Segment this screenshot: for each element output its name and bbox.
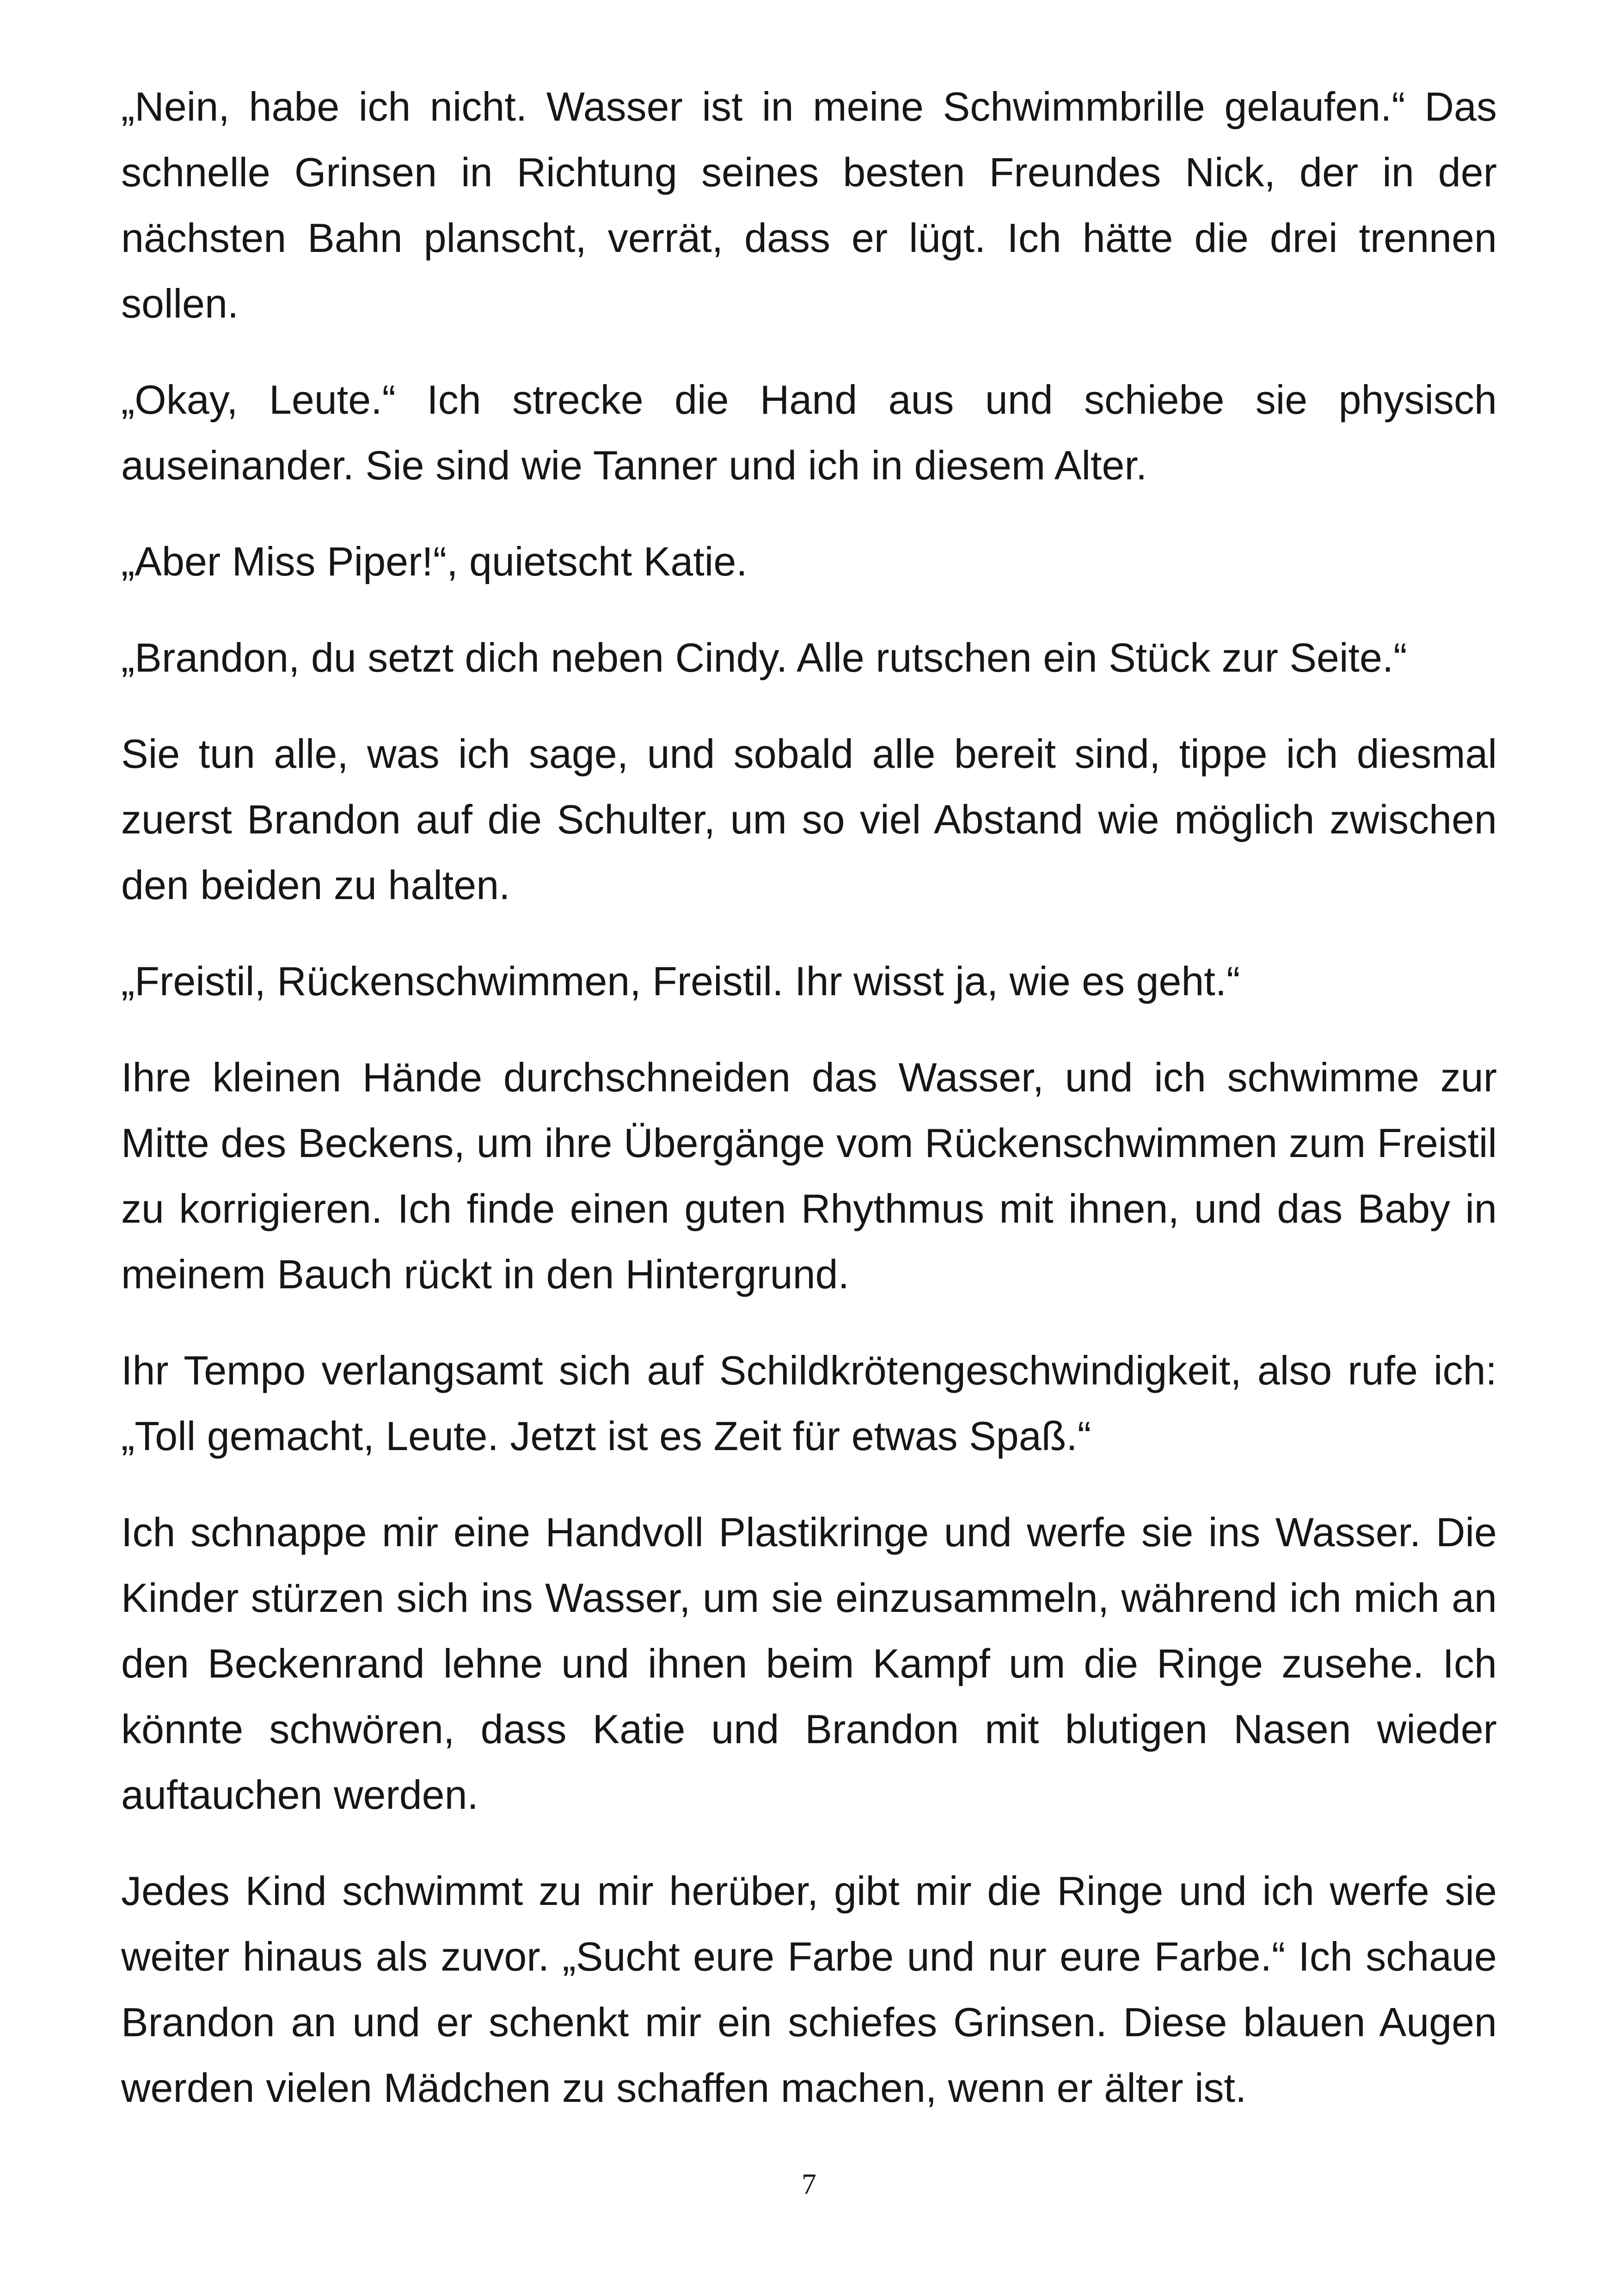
paragraph: Jedes Kind schwimmt zu mir herüber, gibt mir die Ringe und ich werfe sie weiter hinaus als zuvor. „Sucht eure Farbe und nur eure Farbe.“ Ich schaue Brandon an und er schenkt mir ein schiefes Grinsen. Diese blauen Augen werden vielen Mädchen zu schaffen machen, wenn er älter ist.: [121, 1868, 1497, 2111]
paragraph: Ich schnappe mir eine Handvoll Plastikringe und werfe sie ins Wasser. Die Kinder stürzen sich ins Wasser, um sie einzusammeln, während ich mich an den Beckenrand lehne und ihnen beim Kampf um die Ringe zusehe. Ich könnte schwören, dass Katie und Brandon mit blutigen Nasen wieder auftauchen werden.: [121, 1509, 1497, 1818]
paragraph: Sie tun alle, was ich sage, und sobald alle bereit sind, tippe ich diesmal zuerst Brandon auf die Schulter, um so viel Abstand wie möglich zwischen den beiden zu halten.: [121, 731, 1497, 908]
paragraph: „Okay, Leute.“ Ich strecke die Hand aus und schiebe sie physisch auseinander. Sie sind wie Tanner und ich in diesem Alter.: [121, 377, 1497, 488]
paragraph: Ihre kleinen Hände durchschneiden das Wasser, und ich schwimme zur Mitte des Beckens, um ihre Übergänge vom Rückenschwimmen zum Freistil zu korrigieren. Ich finde einen guten Rhythmus mit ihnen, und das Baby in meinem Bauch rückt in den Hintergrund.: [121, 1054, 1497, 1297]
paragraph: „Brandon, du setzt dich neben Cindy. Alle rutschen ein Stück zur Seite.“: [121, 635, 1407, 680]
paragraph: „Aber Miss Piper!“, quietscht Katie.: [121, 539, 748, 584]
body-text: [121, 74, 1497, 2121]
page-number: 7: [802, 2167, 816, 2200]
paragraph: Ihr Tempo verlangsamt sich auf Schildkrötengeschwindigkeit, also rufe ich: „Toll gemacht, Leute. Jetzt ist es Zeit für etwas Spaß.“: [121, 1347, 1497, 1459]
paragraph: „Nein, habe ich nicht. Wasser ist in meine Schwimmbrille gelaufen.“ Das schnelle Grinsen in Richtung seines besten Freundes Nick, der in der nächsten Bahn planscht, verrät, dass er lügt. Ich hätte die drei trennen sollen.: [121, 84, 1497, 326]
paragraph: „Freistil, Rückenschwimmen, Freistil. Ihr wisst ja, wie es geht.“: [121, 958, 1240, 1004]
